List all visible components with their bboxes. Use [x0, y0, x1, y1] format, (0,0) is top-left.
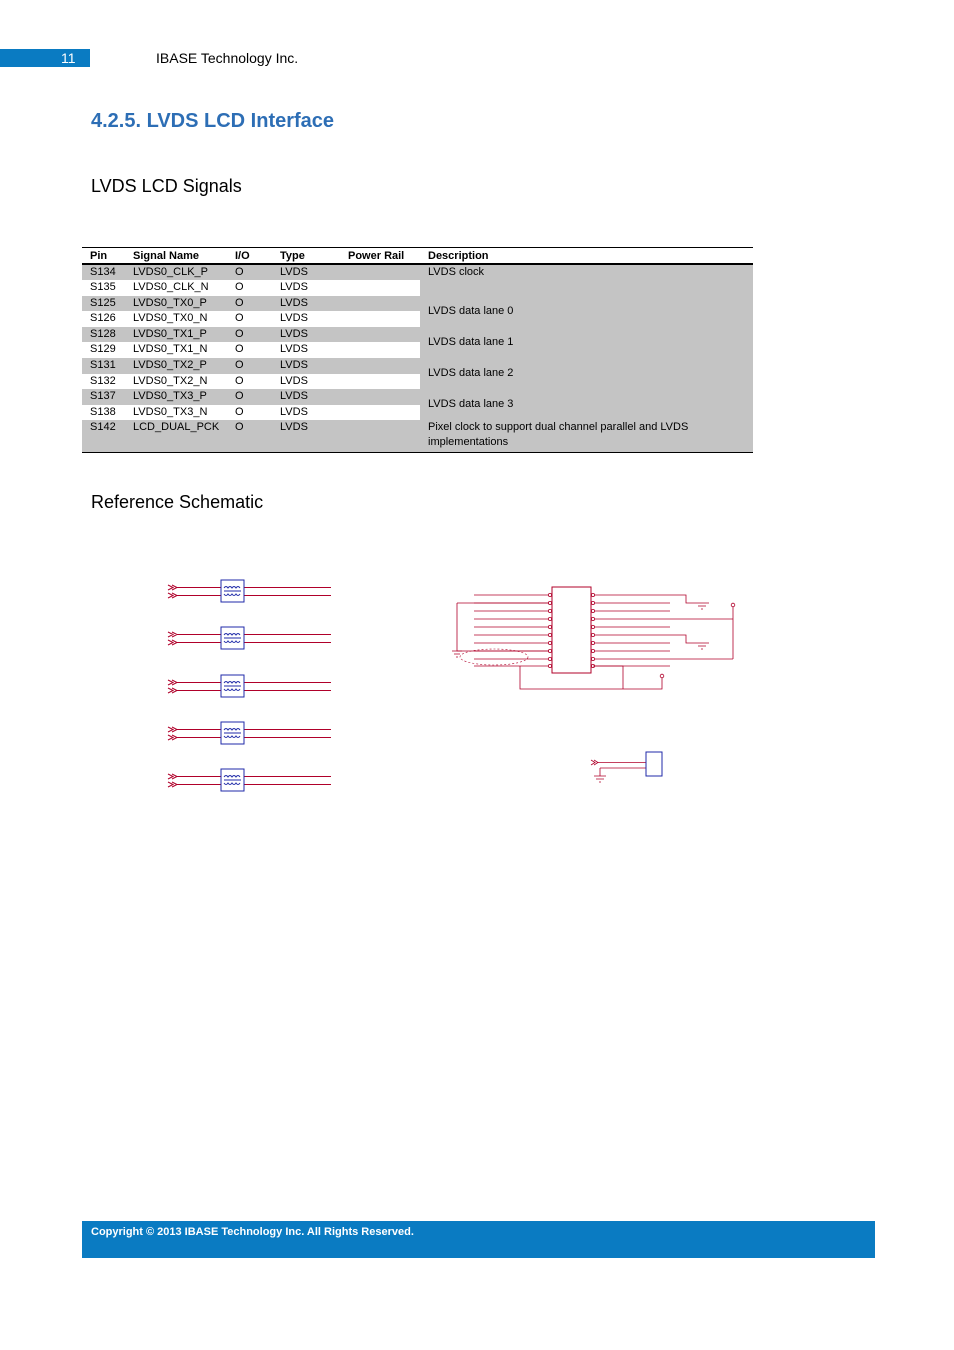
cell-pin: S138 — [82, 405, 125, 421]
cell-signal: LVDS0_TX3_P — [125, 389, 227, 405]
cell-io: O — [227, 405, 272, 421]
table-row — [82, 264, 753, 281]
cell-pin: S131 — [82, 358, 125, 374]
cell-signal: LVDS0_TX0_P — [125, 296, 227, 312]
cell-io: O — [227, 296, 272, 312]
cell-type: LVDS — [272, 358, 340, 374]
cell-pin: S128 — [82, 327, 125, 343]
cell-pin: S135 — [82, 280, 125, 296]
cell-signal: LVDS0_CLK_P — [125, 264, 227, 281]
cell-rail — [340, 327, 420, 343]
choke-channel — [168, 675, 331, 697]
cell-signal: LVDS0_TX3_N — [125, 405, 227, 421]
cell-io: O — [227, 327, 272, 343]
column-header-io: I/O — [227, 248, 272, 264]
cell-pin: S126 — [82, 311, 125, 327]
cell-pin: S125 — [82, 296, 125, 312]
cell-rail — [340, 296, 420, 312]
cell-signal: LVDS0_CLK_N — [125, 280, 227, 296]
column-header-power-rail: Power Rail — [340, 248, 420, 264]
table-header-row — [82, 248, 753, 264]
choke-channel — [168, 769, 331, 791]
cell-signal: LVDS0_TX2_N — [125, 374, 227, 390]
cell-signal: LVDS0_TX0_N — [125, 311, 227, 327]
cell-rail — [340, 420, 420, 453]
cell-description: LVDS data lane 2 — [420, 358, 753, 389]
cell-description: LVDS data lane 3 — [420, 389, 753, 420]
table-row — [82, 327, 753, 343]
cell-pin: S134 — [82, 264, 125, 281]
column-header-type: Type — [272, 248, 340, 264]
cell-description: Pixel clock to support dual channel parallel and LVDS implementations — [420, 420, 753, 453]
cell-rail — [340, 280, 420, 296]
cell-io: O — [227, 358, 272, 374]
page-number: 11 — [0, 49, 90, 67]
signals-subheading: LVDS LCD Signals — [91, 176, 242, 196]
cell-description: LVDS data lane 1 — [420, 327, 753, 358]
choke-channel — [168, 627, 331, 649]
cell-type: LVDS — [272, 374, 340, 390]
cell-rail — [340, 389, 420, 405]
lvds-connector — [452, 587, 735, 689]
cell-rail — [340, 374, 420, 390]
table-row — [82, 420, 753, 453]
table-row — [82, 389, 753, 405]
column-header-signal-name: Signal Name — [125, 248, 227, 264]
cell-pin: S132 — [82, 374, 125, 390]
cell-signal: LVDS0_TX1_P — [125, 327, 227, 343]
schematic-subheading: Reference Schematic — [91, 492, 264, 512]
cell-io: O — [227, 389, 272, 405]
footer-copyright: Copyright © 2013 IBASE Technology Inc. All Rights Reserved. — [82, 1221, 875, 1258]
cell-description: LVDS clock — [420, 264, 753, 296]
choke-channels — [168, 580, 331, 791]
cell-type: LVDS — [272, 405, 340, 421]
choke-channel — [168, 580, 331, 602]
cell-pin: S137 — [82, 389, 125, 405]
cell-signal: LCD_DUAL_PCK — [125, 420, 227, 453]
cell-io: O — [227, 420, 272, 453]
cell-pin: S142 — [82, 420, 125, 453]
section-title: 4.2.5. LVDS LCD Interface — [91, 110, 335, 132]
cell-rail — [340, 405, 420, 421]
cell-type: LVDS — [272, 327, 340, 343]
column-header-description: Description — [420, 248, 753, 264]
cell-rail — [340, 342, 420, 358]
signals-table — [82, 247, 753, 453]
cell-rail — [340, 264, 420, 281]
cell-pin: S129 — [82, 342, 125, 358]
cell-type: LVDS — [272, 342, 340, 358]
column-header-pin: Pin — [82, 248, 125, 264]
company-name: IBASE Technology Inc. — [156, 50, 299, 66]
cell-type: LVDS — [272, 311, 340, 327]
cell-signal: LVDS0_TX2_P — [125, 358, 227, 374]
cell-type: LVDS — [272, 280, 340, 296]
cell-signal: LVDS0_TX1_N — [125, 342, 227, 358]
choke-channel — [168, 722, 331, 744]
cell-io: O — [227, 374, 272, 390]
cell-type: LVDS — [272, 296, 340, 312]
cell-type: LVDS — [272, 264, 340, 281]
cell-io: O — [227, 280, 272, 296]
cell-type: LVDS — [272, 389, 340, 405]
cell-rail — [340, 358, 420, 374]
cell-io: O — [227, 342, 272, 358]
cell-description: LVDS data lane 0 — [420, 296, 753, 327]
cell-io: O — [227, 311, 272, 327]
cell-io: O — [227, 264, 272, 281]
cell-type: LVDS — [272, 420, 340, 453]
cell-rail — [340, 311, 420, 327]
table-row — [82, 296, 753, 312]
small-connector — [591, 752, 662, 782]
table-row — [82, 358, 753, 374]
